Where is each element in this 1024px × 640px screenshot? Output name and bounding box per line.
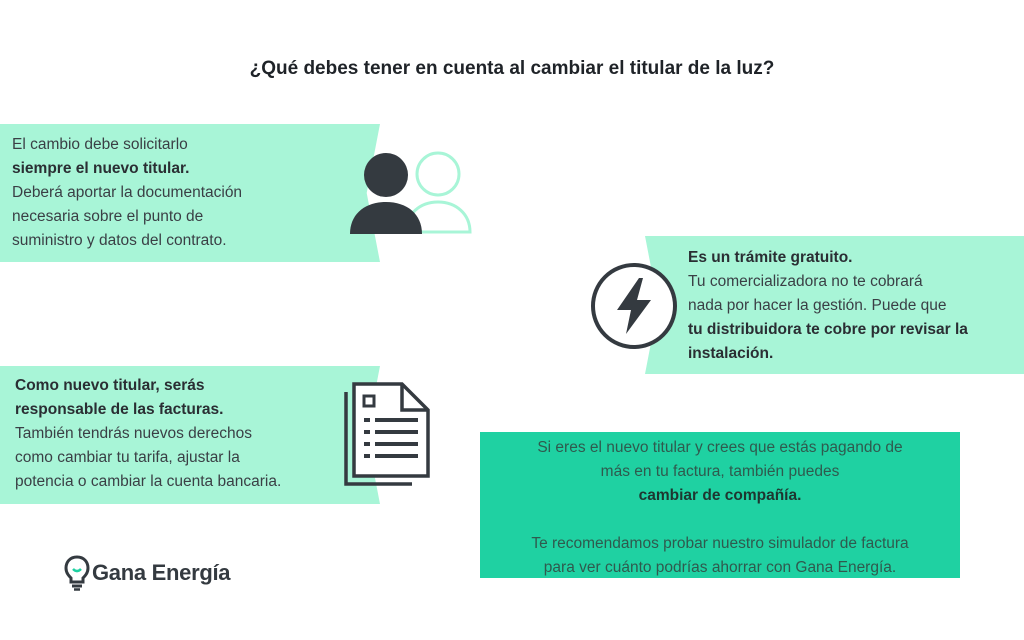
two-users-icon bbox=[350, 150, 474, 234]
info-line-bold: tu distribuidora te cobre por revisar la bbox=[688, 321, 968, 338]
info-line: como cambiar tu tarifa, ajustar la bbox=[15, 449, 240, 466]
info-free-process bbox=[688, 246, 1018, 366]
info-line: más en tu factura, también puedes bbox=[600, 463, 840, 480]
info-line: Tu comercializadora no te cobrará bbox=[688, 273, 923, 290]
info-line-bold: Como nuevo titular, serás bbox=[15, 377, 205, 394]
info-line: El cambio debe solicitarlo bbox=[12, 136, 188, 153]
info-line: suministro y datos del contrato. bbox=[12, 232, 227, 249]
lightbulb-logo-icon bbox=[64, 555, 90, 591]
info-responsible bbox=[15, 374, 375, 494]
info-line: Deberá aportar la documentación bbox=[12, 184, 243, 201]
info-change-company bbox=[482, 436, 958, 580]
info-line: necesaria sobre el punto de bbox=[12, 208, 204, 225]
info-line: También tendrás nuevos derechos bbox=[15, 425, 252, 442]
info-line: nada por hacer la gestión. Puede que bbox=[688, 297, 947, 314]
documents-icon bbox=[342, 380, 434, 488]
info-line: potencia o cambiar la cuenta bancaria. bbox=[15, 473, 282, 490]
info-line: Si eres el nuevo titular y crees que estás pagando de bbox=[537, 439, 903, 456]
info-line-bold: instalación. bbox=[688, 345, 774, 362]
lightning-bolt-icon bbox=[590, 262, 678, 350]
info-line-bold: siempre el nuevo titular. bbox=[12, 160, 190, 177]
info-line-bold: responsable de las facturas. bbox=[15, 401, 224, 418]
spacer bbox=[482, 508, 958, 532]
page-title: ¿Qué debes tener en cuenta al cambiar el titular de la luz? bbox=[249, 58, 775, 79]
brand-logo-text: Gana Energía bbox=[92, 560, 231, 585]
info-line-bold: cambiar de compañía. bbox=[638, 487, 802, 504]
info-line: para ver cuánto podrías ahorrar con Gana Energía. bbox=[543, 559, 897, 576]
info-line: Te recomendamos probar nuestro simulador de factura bbox=[531, 535, 909, 552]
info-line-bold: Es un trámite gratuito. bbox=[688, 249, 853, 266]
info-new-holder bbox=[12, 133, 372, 253]
